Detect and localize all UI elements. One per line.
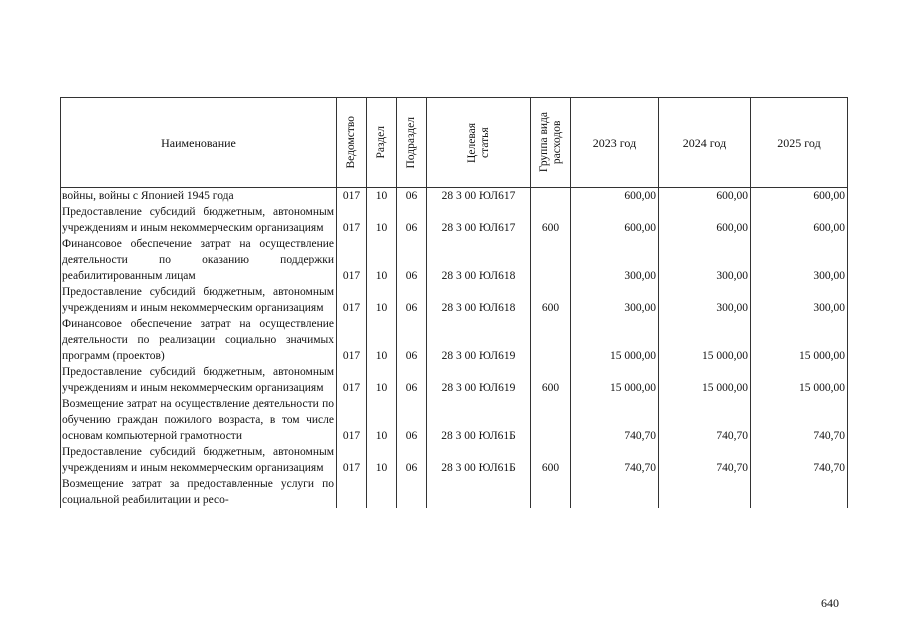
- cell-razdel: 10: [367, 396, 397, 444]
- cell-2025: 600,00: [751, 188, 848, 205]
- cell-2024: 740,70: [659, 444, 751, 476]
- cell-2024: 15 000,00: [659, 364, 751, 396]
- table-header-row: [61, 98, 848, 188]
- cell-razdel: 10: [367, 444, 397, 476]
- cell-2025: 740,70: [751, 444, 848, 476]
- cell-expense-group: 600: [531, 364, 571, 396]
- cell-podrazdel: 06: [397, 316, 427, 364]
- header-2023: 2023 год: [571, 98, 659, 188]
- cell-razdel: 10: [367, 284, 397, 316]
- cell-2024: [659, 476, 751, 508]
- table-row: [61, 444, 848, 476]
- cell-2023: 300,00: [571, 236, 659, 284]
- table-body: [61, 188, 848, 509]
- cell-vedomstvo: 017: [337, 396, 367, 444]
- cell-vedomstvo: 017: [337, 236, 367, 284]
- cell-2025: [751, 476, 848, 508]
- cell-target-article: [427, 476, 531, 508]
- cell-expense-group: 600: [531, 444, 571, 476]
- cell-name: Предоставление субсидий бюджетным, автономным учреждениям и иным некоммерческим организациям: [61, 364, 337, 396]
- cell-2024: 15 000,00: [659, 316, 751, 364]
- cell-podrazdel: 06: [397, 396, 427, 444]
- table-row: [61, 236, 848, 284]
- cell-target-article: 28 3 00 ЮЛ619: [427, 316, 531, 364]
- cell-2024: 740,70: [659, 396, 751, 444]
- cell-razdel: 10: [367, 236, 397, 284]
- cell-name: Возмещение затрат на осуществление деятельности по обучению граждан пожилого возраста, в том числе основам компьютерной грамотности: [61, 396, 337, 444]
- cell-target-article: 28 3 00 ЮЛ617: [427, 204, 531, 236]
- table-row: [61, 284, 848, 316]
- table-row: [61, 476, 848, 508]
- cell-2024: 600,00: [659, 188, 751, 205]
- cell-podrazdel: 06: [397, 188, 427, 205]
- header-target-article: Целевая статья: [427, 98, 531, 188]
- cell-vedomstvo: 017: [337, 204, 367, 236]
- cell-name: Возмещение затрат за предоставленные услуги по социальной реабилитации и ресо-: [61, 476, 337, 508]
- cell-podrazdel: 06: [397, 284, 427, 316]
- cell-2025: 300,00: [751, 284, 848, 316]
- cell-name: Предоставление субсидий бюджетным, автономным учреждениям и иным некоммерческим организациям: [61, 284, 337, 316]
- cell-2023: 300,00: [571, 284, 659, 316]
- cell-2023: 15 000,00: [571, 316, 659, 364]
- cell-podrazdel: [397, 476, 427, 508]
- cell-podrazdel: 06: [397, 444, 427, 476]
- cell-razdel: 10: [367, 364, 397, 396]
- cell-razdel: [367, 476, 397, 508]
- table-row: [61, 188, 848, 205]
- cell-2025: 740,70: [751, 396, 848, 444]
- cell-name: войны, войны с Японией 1945 года: [61, 188, 337, 205]
- cell-expense-group: [531, 396, 571, 444]
- cell-2025: 15 000,00: [751, 316, 848, 364]
- table-row: [61, 396, 848, 444]
- cell-razdel: 10: [367, 316, 397, 364]
- budget-table: [60, 97, 848, 508]
- cell-2024: 300,00: [659, 284, 751, 316]
- header-2025: 2025 год: [751, 98, 848, 188]
- cell-name: Предоставление субсидий бюджетным, автономным учреждениям и иным некоммерческим организациям: [61, 444, 337, 476]
- cell-name: Финансовое обеспечение затрат на осуществление деятельности по оказанию поддержки реабилитированным лицам: [61, 236, 337, 284]
- header-razdel: Раздел: [367, 98, 397, 188]
- cell-expense-group: [531, 236, 571, 284]
- cell-2025: 15 000,00: [751, 364, 848, 396]
- cell-vedomstvo: [337, 476, 367, 508]
- cell-2023: 15 000,00: [571, 364, 659, 396]
- cell-podrazdel: 06: [397, 236, 427, 284]
- cell-2025: 300,00: [751, 236, 848, 284]
- cell-razdel: 10: [367, 204, 397, 236]
- header-vedomstvo: Ведомство: [337, 98, 367, 188]
- cell-target-article: 28 3 00 ЮЛ619: [427, 364, 531, 396]
- cell-podrazdel: 06: [397, 204, 427, 236]
- cell-2023: 600,00: [571, 204, 659, 236]
- cell-vedomstvo: 017: [337, 284, 367, 316]
- cell-name: Финансовое обеспечение затрат на осуществление деятельности по реализации социально значимых программ (проектов): [61, 316, 337, 364]
- header-expense-group: Группа вида расходов: [531, 98, 571, 188]
- table-row: [61, 204, 848, 236]
- header-podrazdel: Подраздел: [397, 98, 427, 188]
- cell-vedomstvo: 017: [337, 364, 367, 396]
- cell-vedomstvo: 017: [337, 316, 367, 364]
- table-row: [61, 364, 848, 396]
- cell-2023: 600,00: [571, 188, 659, 205]
- cell-2023: 740,70: [571, 396, 659, 444]
- cell-expense-group: [531, 316, 571, 364]
- cell-expense-group: [531, 476, 571, 508]
- cell-vedomstvo: 017: [337, 188, 367, 205]
- cell-target-article: 28 3 00 ЮЛ618: [427, 284, 531, 316]
- table-row: [61, 316, 848, 364]
- cell-target-article: 28 3 00 ЮЛ61Б: [427, 396, 531, 444]
- cell-target-article: 28 3 00 ЮЛ61Б: [427, 444, 531, 476]
- cell-target-article: 28 3 00 ЮЛ617: [427, 188, 531, 205]
- cell-podrazdel: 06: [397, 364, 427, 396]
- cell-expense-group: 600: [531, 204, 571, 236]
- cell-expense-group: 600: [531, 284, 571, 316]
- cell-2023: [571, 476, 659, 508]
- cell-2025: 600,00: [751, 204, 848, 236]
- header-2024: 2024 год: [659, 98, 751, 188]
- cell-2024: 600,00: [659, 204, 751, 236]
- cell-expense-group: [531, 188, 571, 205]
- cell-vedomstvo: 017: [337, 444, 367, 476]
- cell-2023: 740,70: [571, 444, 659, 476]
- cell-2024: 300,00: [659, 236, 751, 284]
- cell-razdel: 10: [367, 188, 397, 205]
- cell-target-article: 28 3 00 ЮЛ618: [427, 236, 531, 284]
- cell-name: Предоставление субсидий бюджетным, автономным учреждениям и иным некоммерческим организациям: [61, 204, 337, 236]
- header-name: Наименование: [61, 98, 337, 188]
- page-number: 640: [821, 596, 839, 610]
